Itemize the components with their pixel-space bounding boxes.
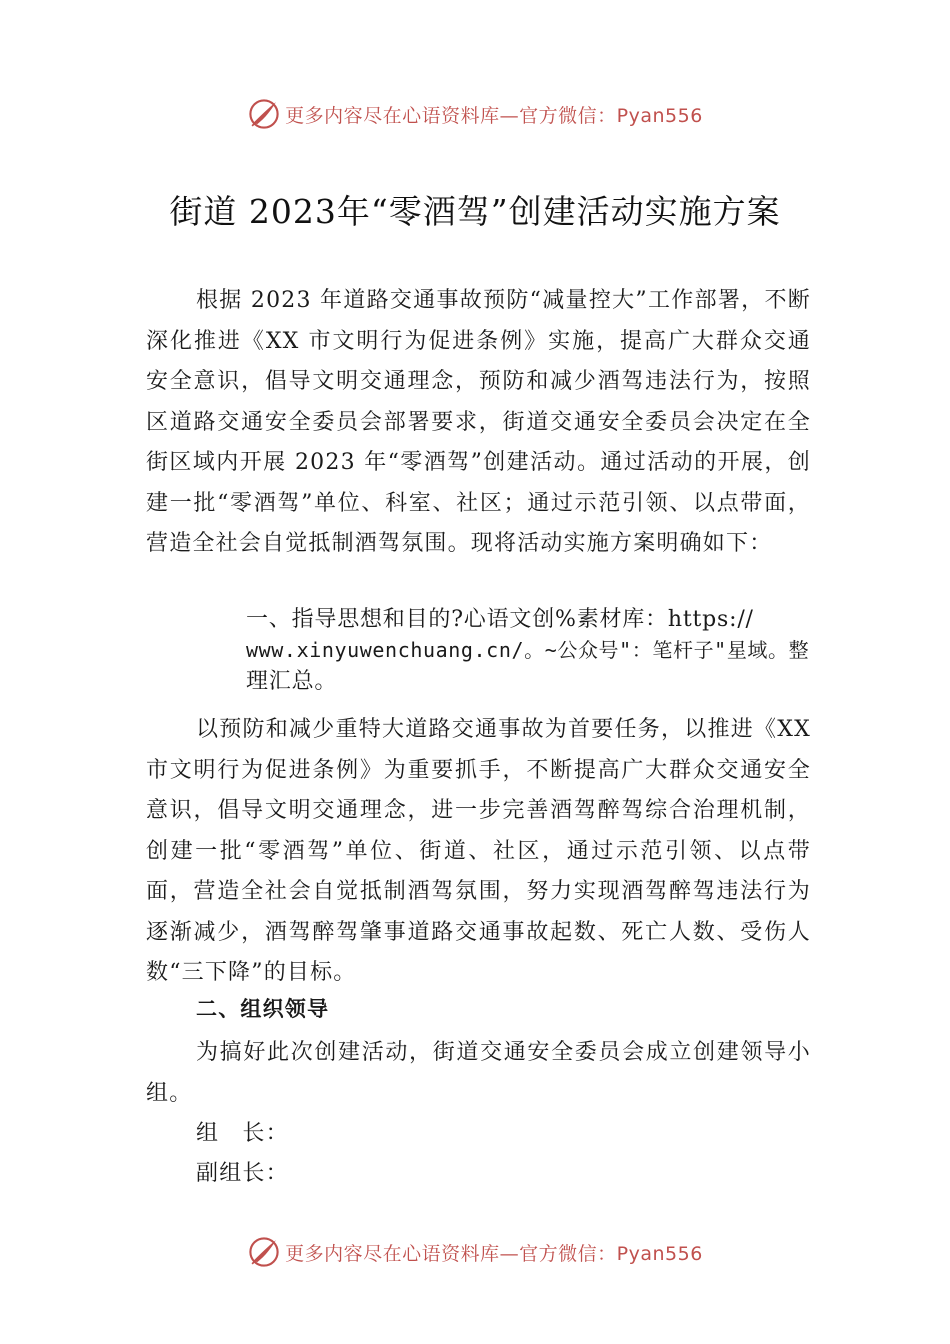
- heading-text: 二、组织领导: [196, 997, 330, 1021]
- leader-line: [146, 1114, 811, 1155]
- organization-paragraph: [146, 1033, 811, 1114]
- header-watermark: [0, 94, 950, 134]
- quill-seal-icon: [247, 1235, 281, 1269]
- section-heading-organization: [146, 989, 811, 1030]
- watermark-text: 更多内容尽在心语资料库—官方微信：Pyan556: [285, 1242, 703, 1265]
- paragraph-text: 以预防和减少重特大道路交通事故为首要任务，以推进《XX 市文明行为促进条例》为重要抓手，不断提高广大群众交通安全意识，倡导文明交通理念，进一步完善酒驾醉驾综合治理机制，创建一批“零酒驾”单位、街道、社区，通过示范引领、以点带面，营造全社会自觉抵制酒驾氛围，努力实现酒驾醉驾违法行为逐渐减少，酒驾醉驾肇事道路交通事故起数、死亡人数、受伤人数“三下降”的目标。: [146, 717, 811, 985]
- document-title: 街道 2023年“零酒驾”创建活动实施方案: [169, 192, 781, 231]
- leader-label: 组 长：: [196, 1121, 289, 1146]
- heading-line-2: www.xinyuwenchuang.cn/。~公众号"：笔杆子"星域。整: [246, 638, 810, 662]
- heading-line-1: 一、指导思想和目的?心语文创%素材库：https://: [246, 607, 754, 632]
- heading-line-3: 理汇总。: [246, 669, 338, 694]
- footer-watermark: [0, 1232, 950, 1272]
- paragraph-text: 根据 2023 年道路交通事故预防“减量控大”工作部署，不断深化推进《XX 市文明行为促进条例》实施，提高广大群众交通安全意识，倡导文明交通理念，预防和减少酒驾违法行为，按照区道路交通安全委员会部署要求，街道交通安全委员会决定在全街区域内开展 2023 年“零酒驾”创建活动。通过活动的开展，创建一批“零酒驾”单位、科室、社区；通过示范引领、以点带面，营造全社会自觉抵制酒驾氛围。现将活动实施方案明确如下：: [146, 288, 811, 556]
- section-heading-guiding-thought: [146, 604, 861, 697]
- deputy-leader-line: [146, 1154, 811, 1195]
- guiding-paragraph: [146, 710, 811, 994]
- deputy-leader-label: 副组长：: [196, 1161, 289, 1186]
- intro-paragraph: [146, 281, 811, 565]
- paragraph-text: 为搞好此次创建活动，街道交通安全委员会成立创建领导小组。: [146, 1040, 811, 1106]
- quill-seal-icon: [247, 97, 281, 131]
- watermark-text: 更多内容尽在心语资料库—官方微信：Pyan556: [285, 104, 703, 127]
